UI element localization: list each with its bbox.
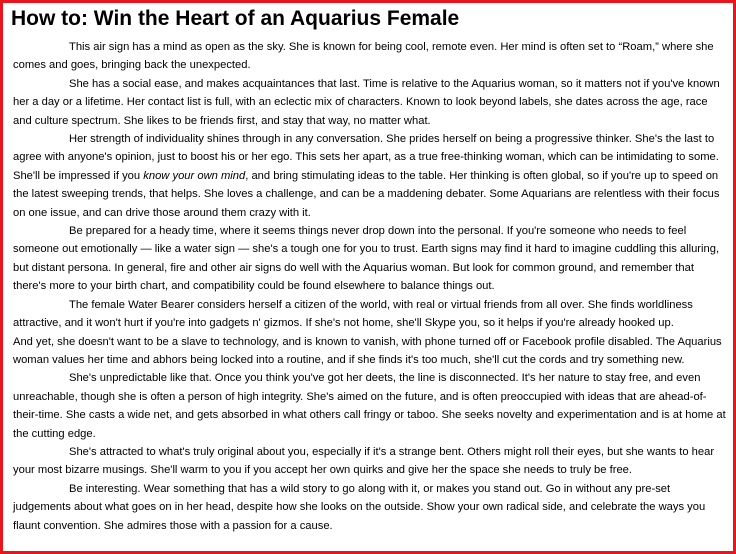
paragraph-text: Her strength of individuality shines through in any conversation. She prides herself on being a progressive thinker. She's the last to agree with anyone's opinion, just to boost his or her ego. This sets her apart, as a true free-thinking woman, which can be intimidating to some. She'll be impressed if you [13, 133, 719, 182]
paragraph-text: , and bring stimulating ideas to the table. Her thinking is often global, so if you're up to speed on the latest sweeping trends, that helps. She loves a challenge, and can be a maddening debater. Some Aquarians are relentless with their focus on one issue, and can drive those around them crazy with it. [13, 169, 720, 219]
paragraph: She's unpredictable like that. Once you think you've got her deets, the line is disconnected. It's her nature to stay free, and even unreachable, though she is often a person of high integrity. She's aimed on the future, and is often preoccupied with ideas that are ahead-of-their-time. She casts a wide net, and gets absorbed in what others call fringy or taboo. She seeks novelty and experimentation and is at home at the cutting edge. [13, 372, 726, 440]
article-body [13, 38, 729, 535]
article-title: How to: Win the Heart of an Aquarius Female [11, 7, 460, 30]
paragraph: The female Water Bearer considers herself a citizen of the world, with real or virtual friends from all over. She finds worldliness attractive, and it won't hurt if you're into gadgets n' gizmos. If she's not home, she'll Skype you, so it helps if you're already hooked up. [13, 298, 693, 330]
paragraph: This air sign has a mind as open as the sky. She is known for being cool, remote even. Her mind is often set to “Roam,” where she comes and goes, bringing back the unexpected. [13, 41, 714, 72]
paragraph: And yet, she doesn't want to be a slave to technology, and is known to vanish, with phone turned off or Facebook profile disabled. The Aquarius woman values her time and abhors being locked into a routine, and if she finds it's too much, she'll cut the cords and try something new. [13, 335, 722, 366]
paragraph: She's attracted to what's truly original about you, especially if it's a strange bent. Others might roll their eyes, but she wants to hear your most bizarre musings. She'll warm to you if you accept her own quirks and give her the space she needs to truly be free. [13, 445, 715, 477]
paragraph [13, 130, 729, 222]
paragraph: She has a social ease, and makes acquaintances that last. Time is relative to the Aquarius woman, so it matters not if you've known her a day or a lifetime. Her contact list is full, with an eclectic mix of characters. Known to look beyond labels, she dates across the age, race and culture spectrum. She likes to be friends first, and stay that way, no matter what. [13, 77, 720, 127]
paragraph: Be prepared for a heady time, where it seems things never drop down into the personal. If you're someone who needs to feel someone out emotionally — like a water sign — she's a tough one for you to trust. Earth signs may find it hard to imagine cuddling this alluring, but distant persona. In general, fire and other air signs do well with the Aquarius woman. But look for common ground, and remember that there's more to your birth chart, and compatibility could be found elsewhere to balance things out. [13, 225, 720, 293]
emphasized-text: know your own mind [143, 169, 246, 182]
paragraph: Be interesting. Wear something that has a wild story to go along with it, or makes you stand out. Go in without any pre-set judgements about what goes on in her head, despite how she looks on the outside. Show your own radical side, and celebrate the ways you flaunt convention. She admires those with a passion for a cause. [13, 482, 706, 532]
